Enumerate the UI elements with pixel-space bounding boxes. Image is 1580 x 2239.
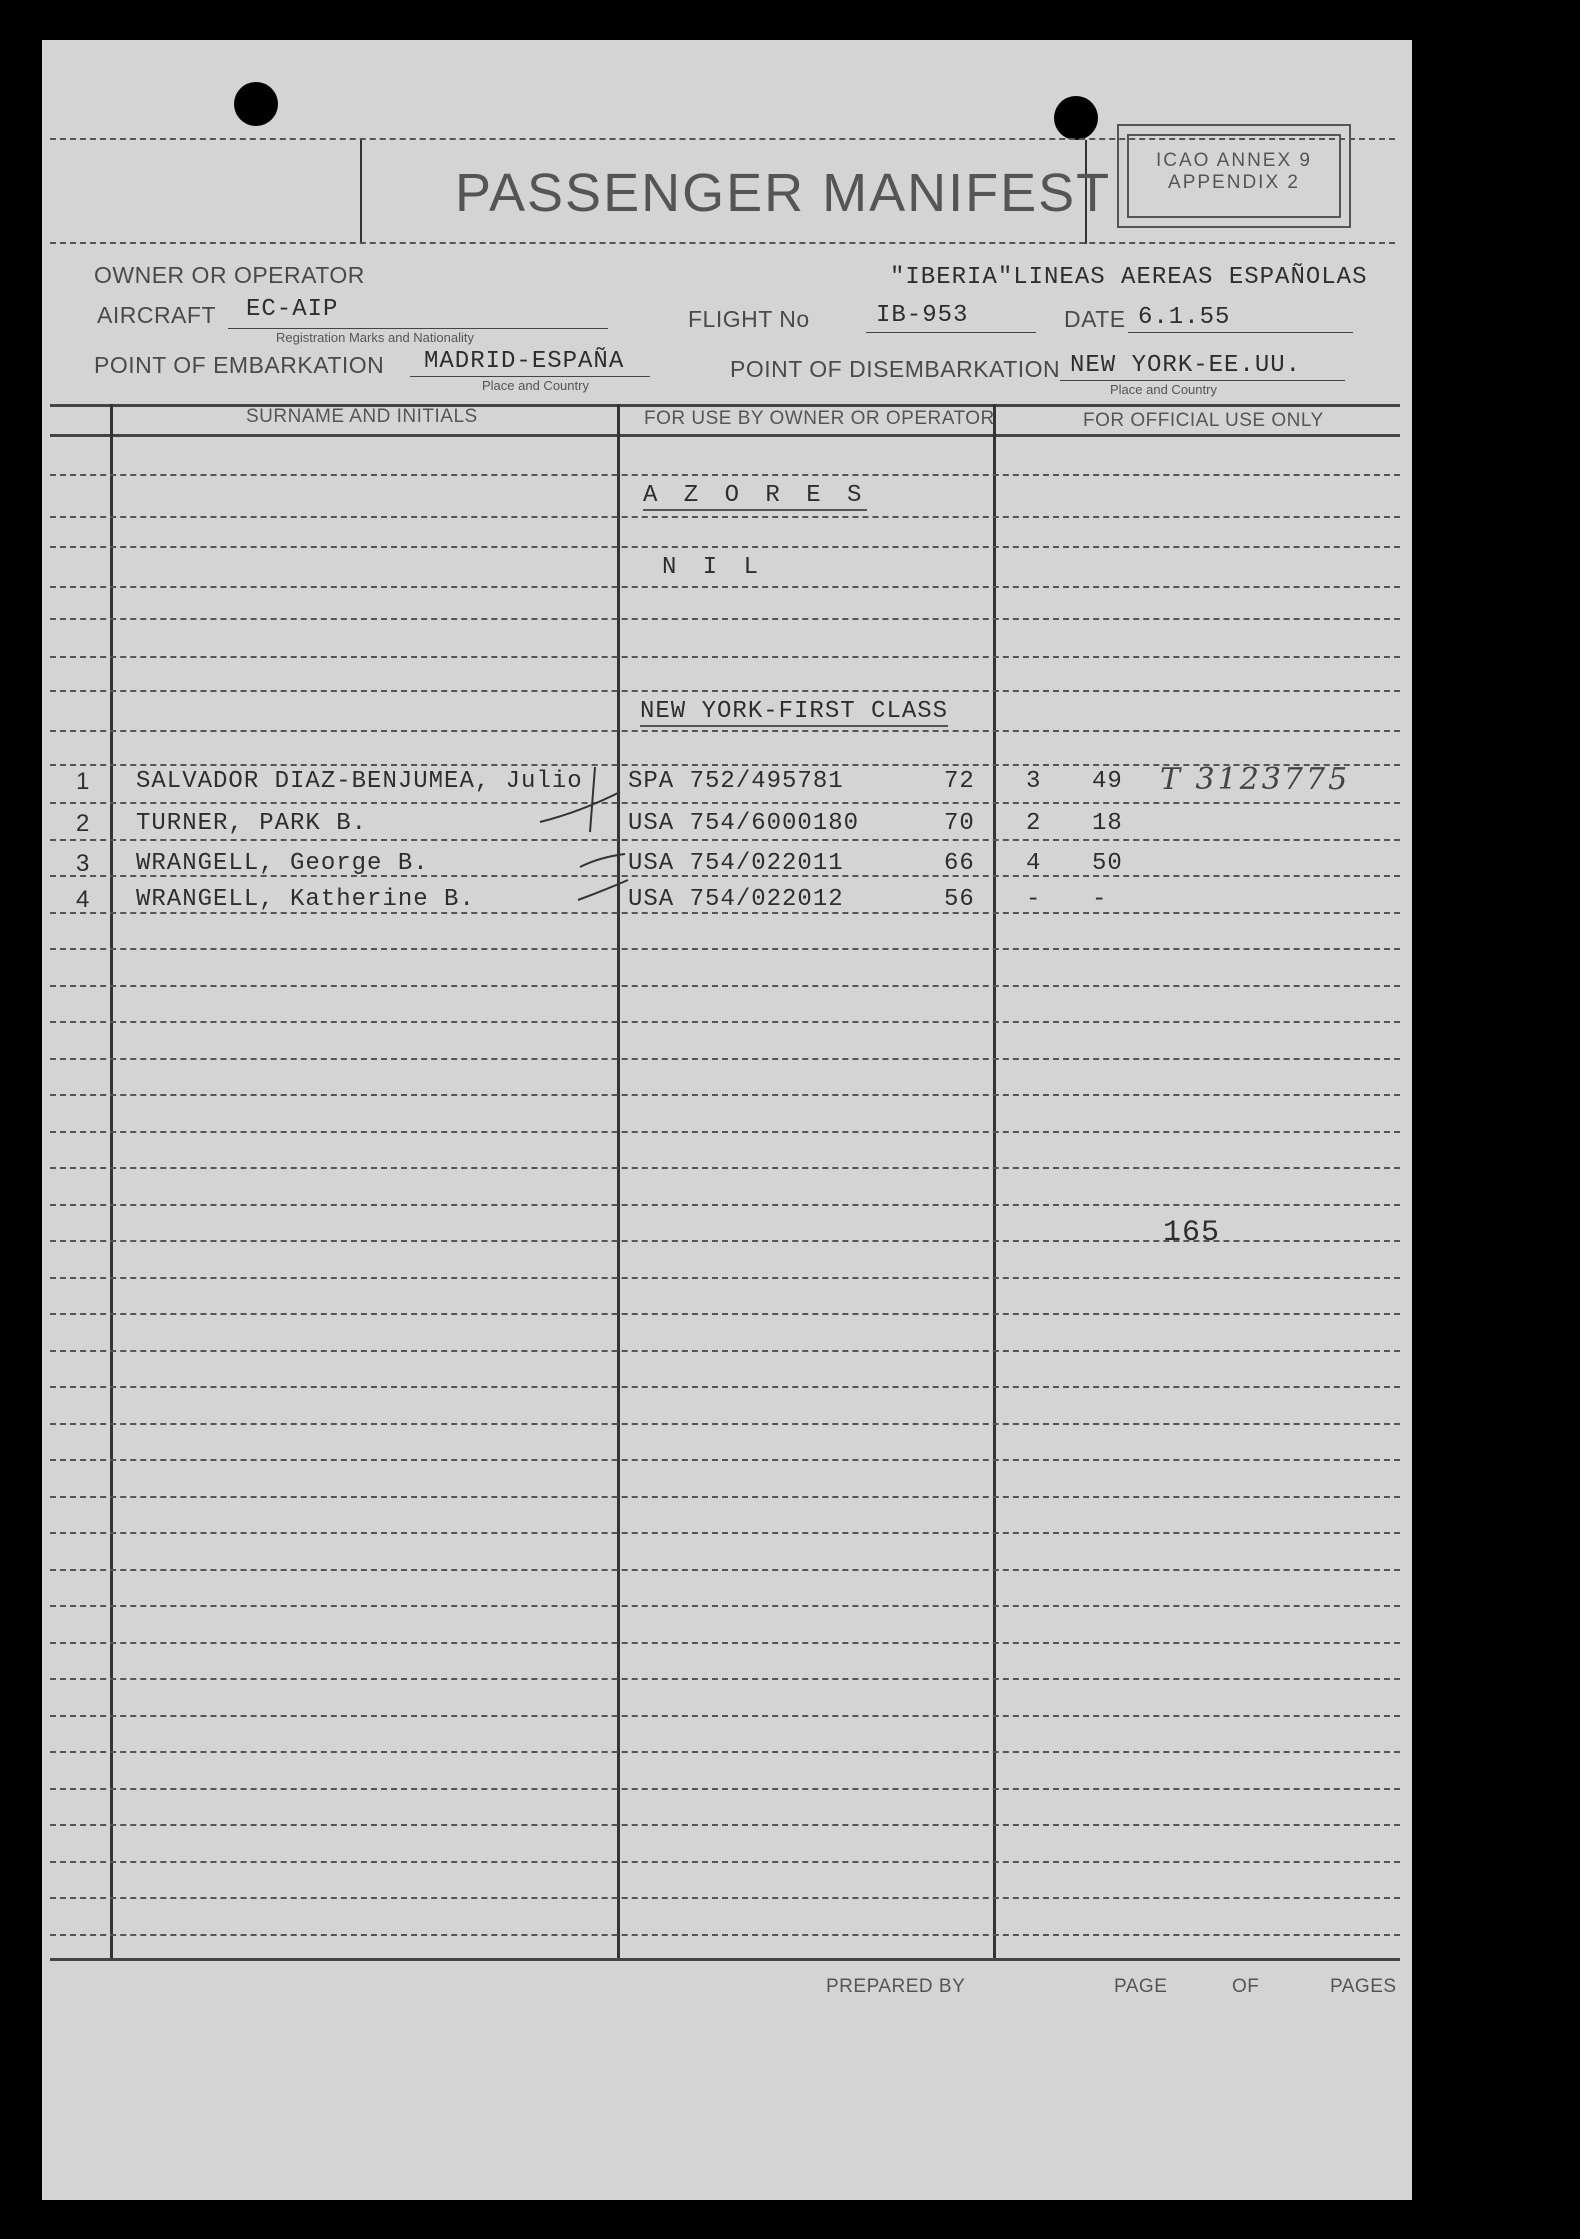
ruled-line (50, 1094, 1400, 1096)
ruled-line (50, 1751, 1400, 1753)
note-azores: A Z O R E S (643, 482, 868, 509)
ruled-line (50, 1569, 1400, 1571)
page-stamp: 165 (1163, 1216, 1221, 1250)
ruled-line (50, 586, 1400, 588)
passenger-ticket: USA 754/6000180 (628, 810, 860, 837)
owner-label: OWNER OR OPERATOR (94, 262, 365, 288)
flight-label: FLIGHT No (688, 306, 810, 332)
aircraft-sublabel: Registration Marks and Nationality (276, 330, 474, 345)
ruled-line (50, 802, 1400, 804)
passenger-value-1: 56 (944, 886, 975, 913)
embarkation-value: MADRID-ESPAÑA (424, 348, 625, 375)
passenger-ticket: SPA 752/495781 (628, 768, 844, 795)
ruled-line (50, 1204, 1400, 1206)
passenger-number: 3 (76, 850, 91, 877)
ruled-line (50, 1605, 1400, 1607)
aircraft-value: EC-AIP (246, 296, 339, 323)
date-value: 6.1.55 (1138, 304, 1231, 331)
icao-box (1117, 124, 1351, 228)
passenger-ticket: USA 754/022012 (628, 886, 844, 913)
icao-line2: APPENDIX 2 (1168, 172, 1300, 193)
disembarkation-label: POINT OF DISEMBARKATION (730, 356, 1061, 382)
ruled-line (50, 1058, 1400, 1060)
ruled-line (50, 1496, 1400, 1498)
passenger-value-3: 18 (1092, 810, 1123, 837)
ruled-line (50, 985, 1400, 987)
prepared-by-label: PREPARED BY (826, 1976, 966, 1997)
ruled-line (50, 1715, 1400, 1717)
passenger-number: 4 (76, 886, 91, 913)
passenger-value-2: - (1026, 886, 1042, 913)
ruled-line (50, 839, 1400, 841)
ruled-line (50, 1386, 1400, 1388)
disembarkation-sublabel: Place and Country (1110, 382, 1217, 397)
passenger-number: 1 (76, 768, 91, 795)
passenger-name: WRANGELL, Katherine B. (136, 886, 475, 913)
ruled-line (50, 1423, 1400, 1425)
col-official: FOR OFFICIAL USE ONLY (1083, 410, 1324, 431)
ruled-line (50, 516, 1400, 518)
date-label: DATE (1064, 306, 1126, 332)
aircraft-label: AIRCRAFT (97, 302, 216, 328)
ruled-line (50, 1678, 1400, 1680)
passenger-value-1: 72 (944, 768, 975, 795)
passenger-value-2: 2 (1026, 810, 1042, 837)
punch-hole (1054, 96, 1098, 140)
passenger-name: SALVADOR DIAZ-BENJUMEA, Julio (136, 768, 583, 795)
ruled-line (50, 1897, 1400, 1899)
ruled-line (50, 730, 1400, 732)
passenger-value-2: 4 (1026, 850, 1042, 877)
ruled-line (50, 1532, 1400, 1534)
embarkation-label: POINT OF EMBARKATION (94, 352, 385, 378)
passenger-name: WRANGELL, George B. (136, 850, 429, 877)
icao-line1: ICAO ANNEX 9 (1156, 150, 1312, 171)
ruled-line (50, 948, 1400, 950)
page-label: PAGE (1114, 1976, 1168, 1997)
col-owner-use: FOR USE BY OWNER OR OPERATOR (644, 408, 995, 429)
page-title: PASSENGER MANIFEST (455, 163, 1112, 223)
ruled-line (50, 618, 1400, 620)
passenger-value-2: 3 (1026, 768, 1042, 795)
handwritten-note: T 3123775 (1160, 762, 1351, 797)
ruled-line (50, 656, 1400, 658)
passenger-name: TURNER, PARK B. (136, 810, 368, 837)
passenger-ticket: USA 754/022011 (628, 850, 844, 877)
ruled-line (50, 1459, 1400, 1461)
disembarkation-value: NEW YORK-EE.UU. (1070, 352, 1302, 379)
pages-label: PAGES (1330, 1976, 1397, 1997)
note-nil: N I L (662, 554, 765, 581)
passenger-value-3: 49 (1092, 768, 1123, 795)
passenger-value-3: - (1092, 886, 1108, 913)
ruled-line (50, 690, 1400, 692)
ruled-line (50, 1131, 1400, 1133)
tick-marks (520, 752, 640, 912)
ruled-line (50, 1313, 1400, 1315)
ruled-line (50, 1350, 1400, 1352)
ruled-line (50, 1934, 1400, 1936)
ruled-line (50, 474, 1400, 476)
passenger-number: 2 (76, 810, 91, 837)
ruled-line (50, 546, 1400, 548)
ruled-line (50, 1788, 1400, 1790)
owner-value: "IBERIA"LINEAS AEREAS ESPAÑOLAS (890, 264, 1368, 291)
ruled-line (50, 1277, 1400, 1279)
ruled-line (50, 1167, 1400, 1169)
passenger-value-3: 50 (1092, 850, 1123, 877)
ruled-line (50, 1021, 1400, 1023)
ruled-line (50, 1642, 1400, 1644)
passenger-value-1: 70 (944, 810, 975, 837)
flight-value: IB-953 (876, 302, 969, 329)
ruled-line (50, 1861, 1400, 1863)
of-label: OF (1232, 1976, 1260, 1997)
ruled-line (50, 1824, 1400, 1826)
embarkation-sublabel: Place and Country (482, 378, 589, 393)
note-class: NEW YORK-FIRST CLASS (640, 698, 949, 725)
punch-hole (234, 82, 278, 126)
col-surname: SURNAME AND INITIALS (246, 406, 478, 427)
passenger-value-1: 66 (944, 850, 975, 877)
